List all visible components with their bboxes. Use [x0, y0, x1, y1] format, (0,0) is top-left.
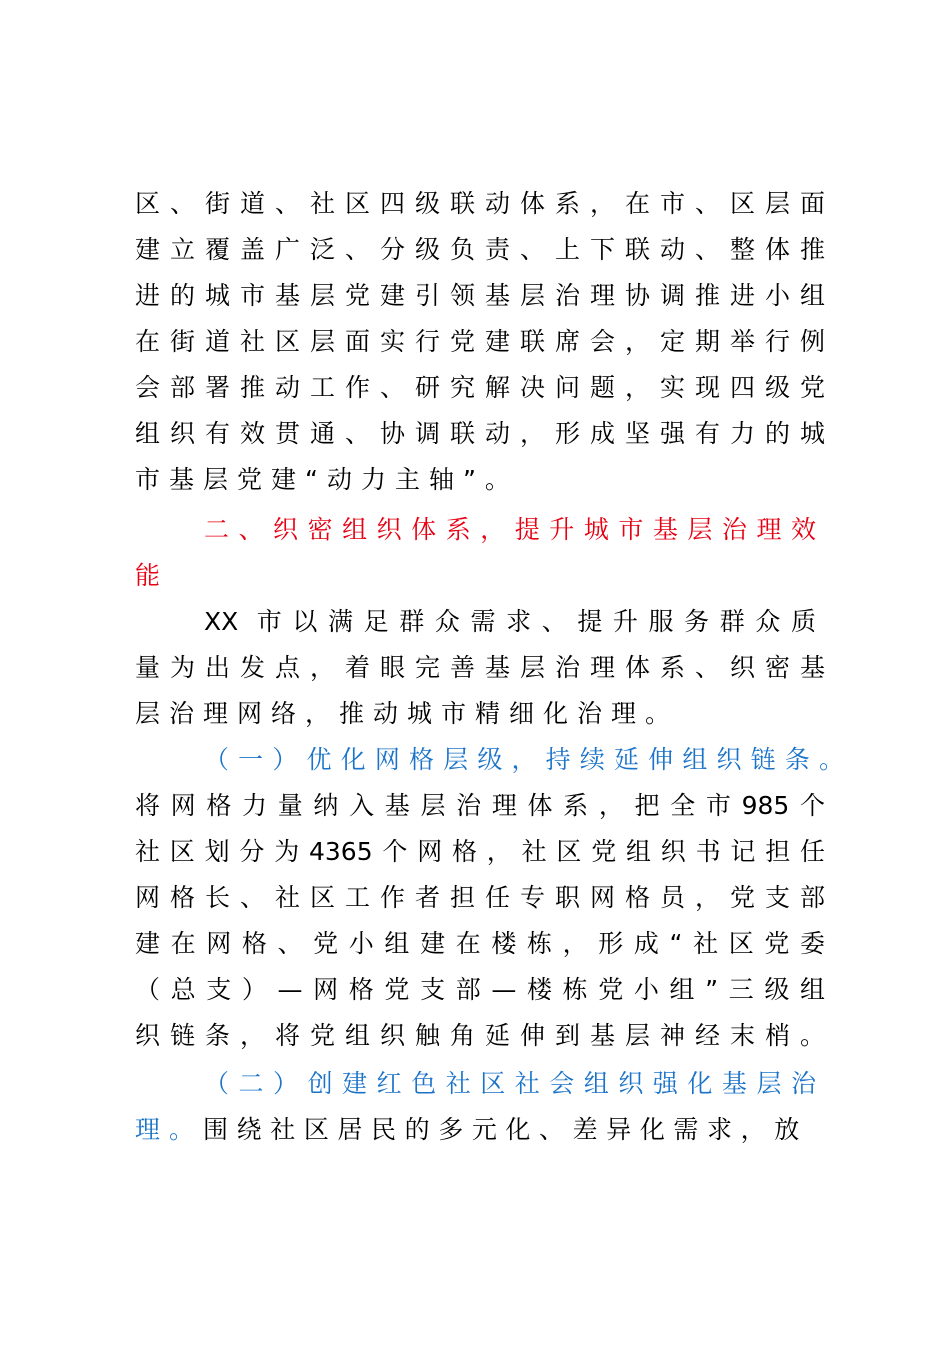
body-line: 区、街道、社区四级联动体系，在市、区层面	[135, 189, 825, 218]
body-line: 层治理网络，推动城市精细化治理。	[135, 699, 680, 728]
body-line: 织链条，将党组织触角延伸到基层神经末梢。	[135, 1021, 825, 1050]
body-line: XX 市以满足群众需求、提升服务群众质	[204, 607, 816, 636]
body-line-mixed	[135, 1107, 825, 1153]
body-line: 组织有效贯通、协调联动，形成坚强有力的城	[135, 419, 825, 448]
body-line: 市基层党建“动力主轴”。	[135, 465, 519, 494]
body-line: 建在网格、党小组建在楼栋，形成“社区党委	[135, 929, 825, 958]
subsection-title: （一）优化网格层级，持续延伸组织链条。	[204, 745, 844, 774]
body-line: 在街道社区层面实行党建联席会，定期举行例	[135, 327, 825, 356]
body-text: 围绕社区居民的多元化、差异化需求，放	[203, 1115, 808, 1144]
body-line: 社区划分为4365个网格，社区党组织书记担任	[135, 837, 825, 866]
body-line: 会部署推动工作、研究解决问题，实现四级党	[135, 373, 825, 402]
section-heading-cont: 能	[135, 561, 170, 590]
body-line: 将网格力量纳入基层治理体系，把全市985个	[135, 791, 825, 820]
body-line: 建立覆盖广泛、分级负责、上下联动、整体推	[135, 235, 825, 264]
subsection-title-cont: 理。	[135, 1115, 204, 1144]
body-line: （总支）—网格党支部—楼栋党小组”三级组	[135, 975, 825, 1004]
subsection-title: （二）创建红色社区社会组织强化基层治	[204, 1069, 816, 1098]
body-line: 进的城市基层党建引领基层治理协调推进小组	[135, 281, 825, 310]
section-heading: 二、织密组织体系，提升城市基层治理效	[204, 515, 816, 544]
body-line: 量为出发点，着眼完善基层治理体系、织密基	[135, 653, 825, 682]
body-line: 网格长、社区工作者担任专职网格员，党支部	[135, 883, 825, 912]
